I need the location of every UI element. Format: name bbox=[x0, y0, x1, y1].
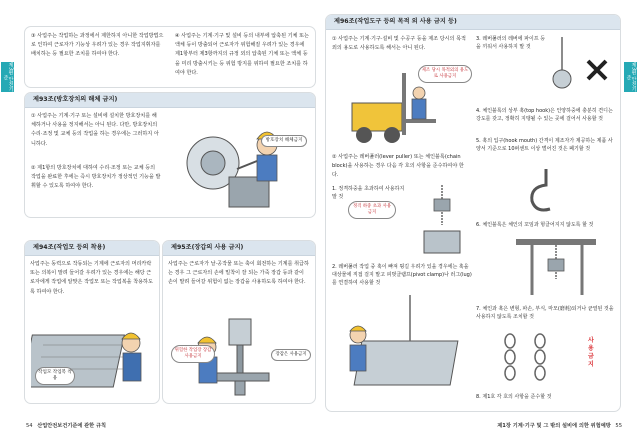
guard-removal-bubble: 방호장치 해체금지 bbox=[261, 135, 307, 147]
glove-ban-bubble-2: 장갑은 사용금지 bbox=[271, 349, 311, 361]
left-page-number: 54 bbox=[26, 423, 33, 429]
section-94-title: 제94조(작업모 등의 착용) bbox=[25, 241, 159, 256]
pivot-clamp-illustration bbox=[340, 295, 472, 395]
section-93-box bbox=[24, 92, 316, 218]
item-1-text: 1. 정격하중을 초과하여 사용하지 말 것 bbox=[332, 186, 405, 200]
right-page-number: 55 bbox=[615, 423, 622, 429]
use-prohibited-mark: 사용금지 bbox=[588, 337, 594, 368]
item-7-text: 7. 체인과 훅은 변형, 파손, 부식, 마모(磨耗)되거나 균열된 것을 사용하지 않도록 조치할 것 bbox=[476, 306, 614, 320]
section-95-title: 제95조(장갑의 사용 금지) bbox=[163, 241, 315, 256]
clause-4-text: ④ 사업주는 기계·기구 및 설비 등의 내부에 압축된 기체 또는 액체 등이 방출되어 근로자가 위험해질 우려가 있는 경우에 제1항부터 제3항까지의 규정 외의 압축된 기체 또는 액체 등을 미리 방출시키는 등 위험 방지를 위하여 필요한 조치를 하여야 한다. bbox=[175, 33, 309, 76]
section-96-title: 제96조(작업도구 등의 목적 외 사용 금지 등) bbox=[326, 15, 620, 30]
section-93-para-2: ② 제1항의 방호장치에 대하여 수리·조정 또는 교체 등의 작업을 완료한 후에는 즉시 방호장치가 정상적인 기능을 발휘할 수 있도록 하여야 한다. bbox=[31, 165, 161, 190]
guard-removal-illustration bbox=[171, 115, 309, 211]
item-2-text: 2. 레버풀러 작업 중 훅이 빠져 튕길 우려가 있을 경우에는 훅을 대상물에 직접 걸지 말고 피벗클램프(pivot clamp)나 러그(lug)를 연결하여 사용할 것 bbox=[332, 264, 472, 286]
right-footer bbox=[494, 422, 622, 429]
right-page bbox=[319, 0, 638, 439]
left-footer-title: 산업안전보건기준에 관한 규칙 bbox=[37, 423, 107, 429]
overload-bubble: 정격 하중 초과 사용금지 bbox=[348, 201, 396, 219]
item-6-text: 6. 체인블록은 체인의 꼬임과 헝클어지지 않도록 할 것 bbox=[476, 222, 594, 228]
right-footer-title: 제1장 기계·기구 및 그 밖의 설비에 의한 위험예방 bbox=[497, 423, 611, 429]
section-96-box bbox=[325, 14, 621, 412]
lever-pipe-illustration bbox=[548, 35, 614, 101]
section-93-title: 제93조(방호장치의 해체 금지) bbox=[25, 93, 315, 108]
section-93-para-1: ① 사업주는 기계·기구 또는 설비에 설치한 방호장치를 해체하거나 사용을 정지해서는 아니 된다. 다만, 방호장치의 수리·조정 및 교체 등의 작업을 하는 경우에는 그러하지 아니하다. bbox=[31, 113, 159, 147]
item-5-text: 5. 훅의 입구(hook mouth) 간격이 제조자가 제공하는 제품 사양서 기준으로 10퍼센트 이상 벌어진 것은 폐기할 것 bbox=[476, 138, 613, 152]
glove-ban-bubble-1: 위험한 작업장 장갑 사용금지 bbox=[171, 345, 215, 363]
chain-block-overload-illustration bbox=[412, 185, 472, 257]
section-95-box bbox=[162, 240, 316, 404]
section-96-para-2: ② 사업주는 레버풀러(lever puller) 또는 체인블록(chain block)을 사용하는 경우 다음 각 호의 사항을 준수하여야 한다. bbox=[332, 154, 464, 179]
chapter-side-tab-right: 제3편 안전기준 bbox=[625, 62, 637, 92]
forklift-misuse-bubble: 제조 당시 목적외의 용도로 사용금지 bbox=[418, 65, 472, 83]
section-94-box bbox=[24, 240, 160, 404]
section-94-body: 사업주는 동력으로 작동되는 기계에 근로자의 머리카락 또는 의복이 말려 들어갈 우려가 있는 경우에는 해당 근로자에게 작업에 알맞은 작업모 또는 작업복을 착용하도록 하여야 한다. bbox=[30, 261, 153, 295]
item-4-text: 4. 체인블록의 상부 훅(top hook)은 인양하중에 충분히 견디는 강도를 갖고, 정확히 지탱될 수 있는 곳에 걸어서 사용할 것 bbox=[476, 108, 613, 122]
item-3-text: 3. 레버풀러의 레버에 파이프 등을 끼워서 사용하지 말 것 bbox=[476, 36, 546, 50]
top-clauses-box bbox=[24, 26, 316, 88]
clause-3-text: ③ 사업주는 작업하는 과정에서 제한하지 아니한 작업방법으로 인하여 근로자가 기능상 우려가 있는 경우 작업지휘자를 배치하는 등 필요한 조치를 하여야 한다. bbox=[31, 33, 164, 58]
section-95-body: 사업주는 근로자가 날·공작물 또는 축이 회전하는 기계를 취급하는 경우 그 근로자의 손에 밀착이 잘 되는 가죽 장갑 등과 같이 손이 말려 들어갈 위험이 없는 장갑을 사용하도록 하여야 한다. bbox=[168, 261, 309, 286]
left-footer bbox=[26, 422, 109, 429]
item-8-text: 8. 제1호 각 호의 사항을 준수할 것 bbox=[476, 394, 552, 400]
workwear-bubble: 작업모 작업복 착용 bbox=[35, 367, 75, 385]
section-96-para-1: ① 사업주는 기계·기구·설비 및 수공구 등을 제조 당시의 목적 외의 용도로 사용하도록 해서는 아니 된다. bbox=[332, 36, 466, 52]
damaged-chain-illustration bbox=[496, 333, 576, 389]
hook-mouth-illustration bbox=[516, 165, 576, 217]
chapter-side-tab: 제3편 안전기준 bbox=[2, 62, 14, 92]
chain-twist-illustration bbox=[512, 235, 602, 299]
